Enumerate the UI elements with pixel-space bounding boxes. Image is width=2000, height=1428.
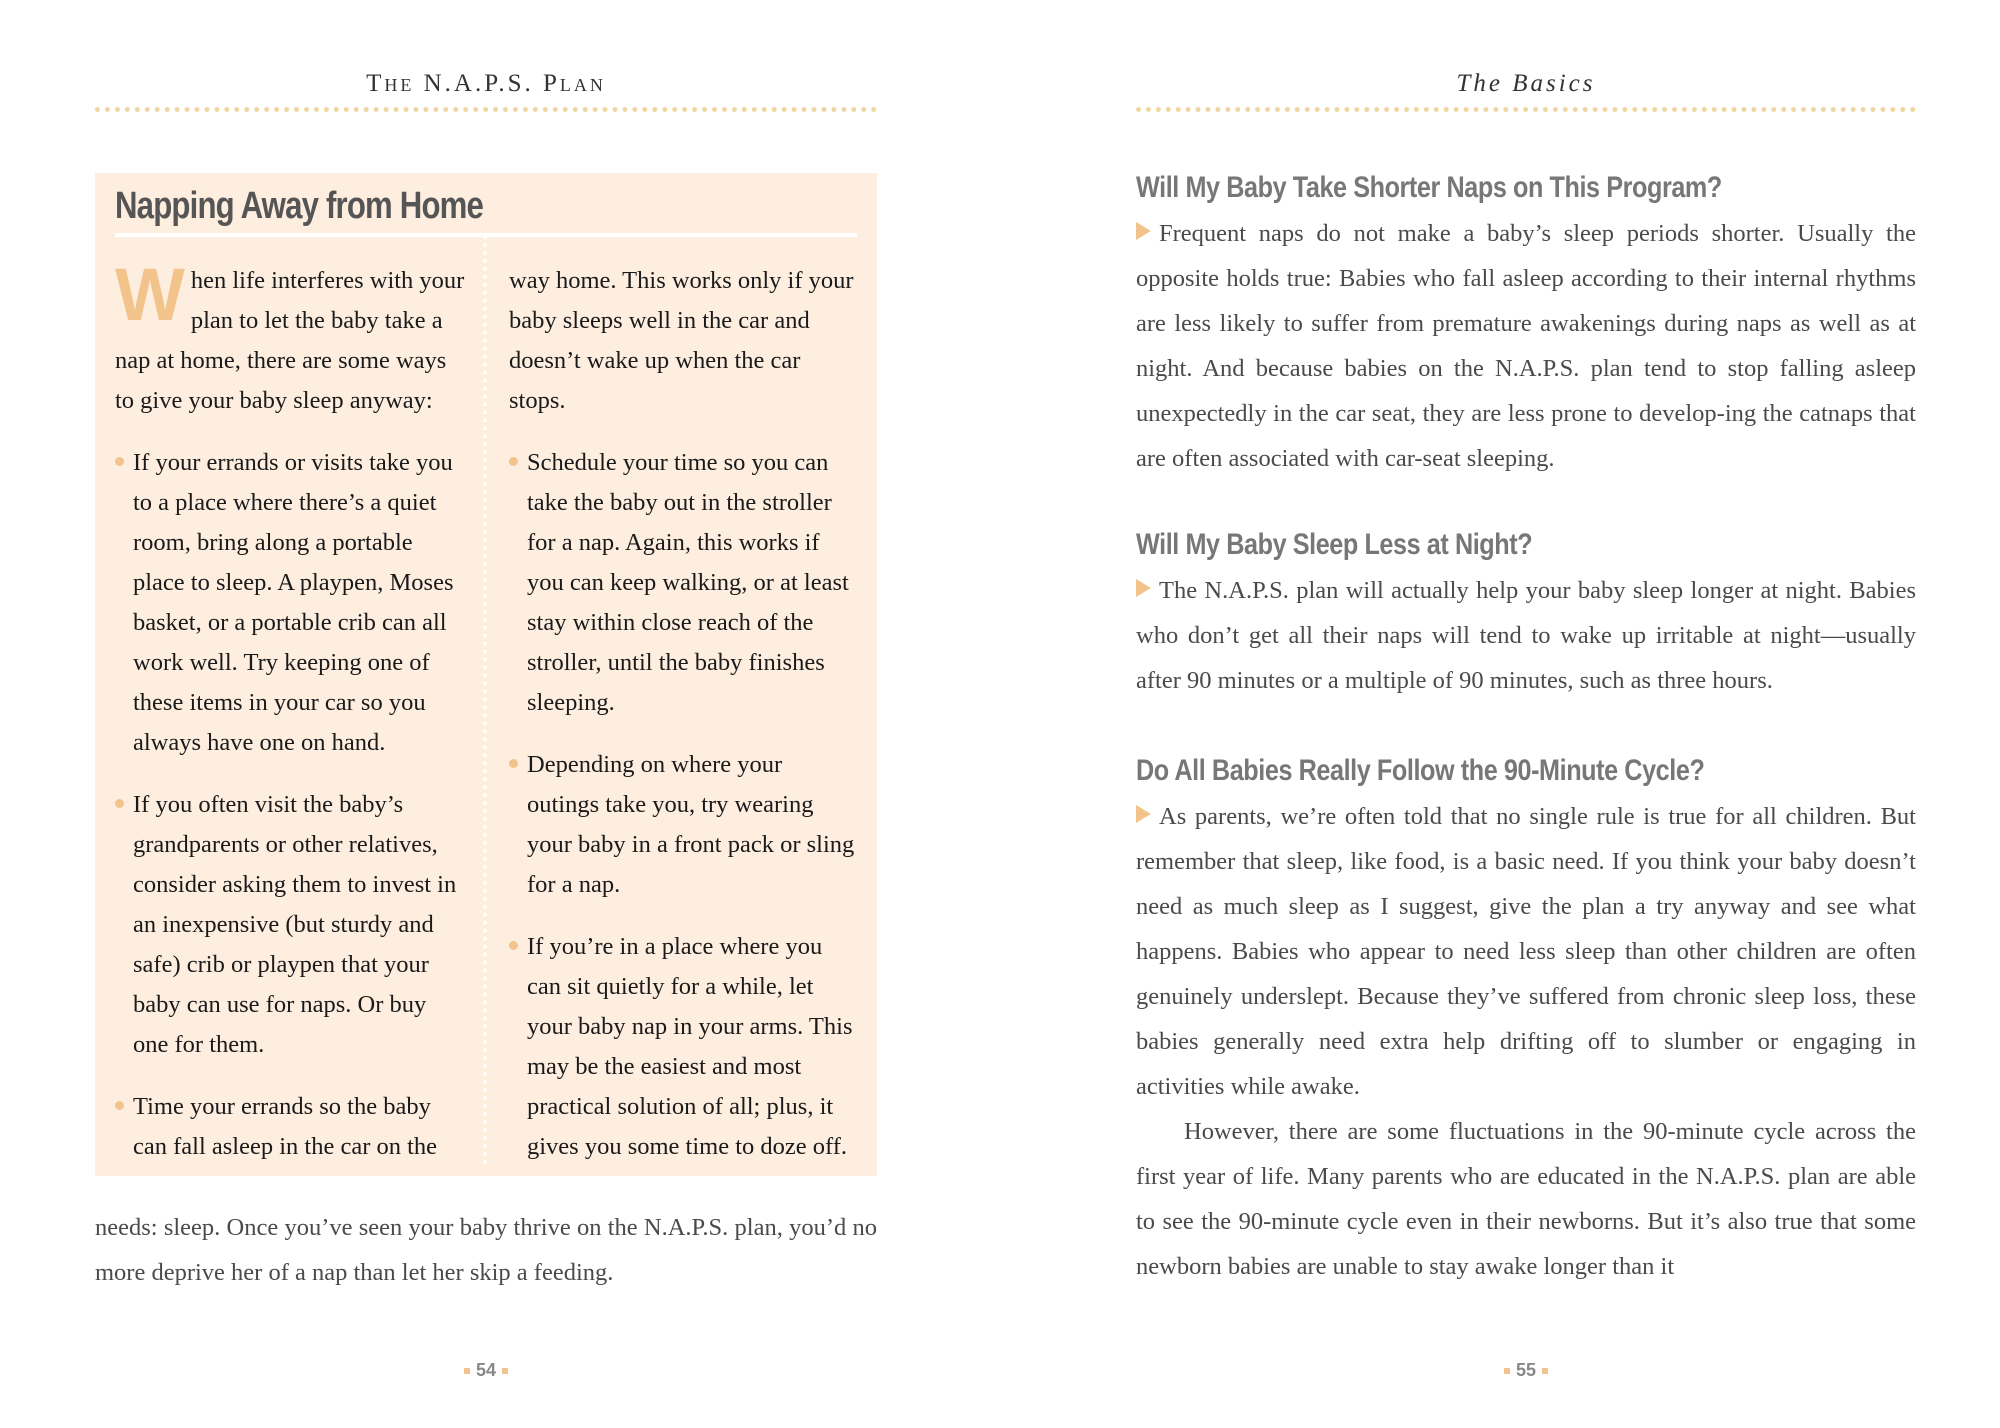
- list-item: [509, 443, 859, 723]
- section-paragraph: [1136, 211, 1916, 481]
- section-heading: Do All Babies Really Follow the 90-Minute Cycle?: [1136, 754, 1705, 787]
- triangle-bullet-icon: [1136, 579, 1151, 597]
- body-paragraph: needs: sleep. Once you’ve seen your baby thrive on the N.A.P.S. plan, you’d no more deprive her of a nap than let her skip a feeding.: [95, 1214, 877, 1286]
- paragraph-text: As parents, we’re often told that no single rule is true for all children. But remember that sleep, like food, is a basic need. If you think your baby doesn’t need as much sleep as I suggest, give the plan a try anyway and see what happens. Babies who appear to need less sleep than other children are often genuinely underslept. Because they’ve suffered from chronic sleep loss, these babies generally need extra help drifting off to slumber or engaging in activities while awake.: [1136, 803, 1916, 1100]
- folio-dot-icon: [1542, 1368, 1548, 1374]
- body-text: [95, 1205, 877, 1295]
- section-heading: Will My Baby Take Shorter Naps on This Program?: [1136, 171, 1722, 204]
- bullet-list-right: [509, 443, 859, 1167]
- list-item: [509, 927, 859, 1167]
- intro-text: hen life interferes with your plan to let the baby take a nap at home, there are some ways to give your baby sleep anyway:: [115, 267, 465, 414]
- bullet-list-left: [115, 443, 467, 1167]
- list-item: [509, 745, 859, 905]
- drop-cap: W: [115, 253, 185, 336]
- bullet-icon: [509, 457, 518, 466]
- page-number-text: 55: [1515, 1360, 1537, 1380]
- qa-section: [1136, 165, 1916, 481]
- bullet-icon: [509, 759, 518, 768]
- list-item: [115, 785, 467, 1065]
- section-heading: Will My Baby Sleep Less at Night?: [1136, 528, 1533, 561]
- list-item: [115, 443, 467, 763]
- sidebar-title: Napping Away from Home: [115, 185, 484, 227]
- list-item-text: Time your errands so the baby can fall asleep in the car on the: [133, 1093, 438, 1160]
- list-item-text: If you often visit the baby’s grandparents or other relatives, consider asking them to invest in an inexpensive (but sturdy and safe) crib or playpen that your baby can use for naps. Or buy one for them.: [133, 791, 457, 1058]
- list-item: [115, 1087, 467, 1167]
- running-head: The Basics: [1456, 70, 1596, 97]
- list-item-text: Depending on where your outings take you, try wearing your baby in a front pack or sling for a nap.: [527, 751, 855, 898]
- list-item-text: If your errands or visits take you to a place where there’s a quiet room, bring along a portable place to sleep. A playpen, Moses basket, or a portable crib can all work well. Try keeping one of these items in your car so you always have one on hand.: [133, 449, 454, 756]
- folio-dot-icon: [1504, 1368, 1510, 1374]
- page-number-text: 54: [475, 1360, 497, 1380]
- triangle-bullet-icon: [1136, 805, 1151, 823]
- header-rule: [95, 107, 877, 112]
- section-paragraph: [1136, 568, 1916, 703]
- bullet-icon: [115, 1101, 124, 1110]
- bullet-icon: [115, 457, 124, 466]
- section-paragraph: [1136, 794, 1916, 1109]
- bullet-icon: [115, 799, 124, 808]
- paragraph-text: The N.A.P.S. plan will actually help your baby sleep longer at night. Babies who don’t get all their naps will tend to wake up irritable at night—usually after 90 minutes or a multiple of 90 minutes, such as three hours.: [1136, 577, 1916, 694]
- bullet-icon: [509, 941, 518, 950]
- sidebar-box: [95, 173, 877, 1176]
- folio-dot-icon: [464, 1368, 470, 1374]
- header-rule: [1136, 107, 1916, 112]
- sidebar-column-left: [115, 253, 467, 1189]
- page-number: [95, 1360, 877, 1381]
- list-item-text: If you’re in a place where you can sit quietly for a while, let your baby nap in your arms. This may be the easiest and most practical solution of all; plus, it gives you some time to doze off.: [527, 933, 853, 1160]
- page-number: [1136, 1360, 1916, 1381]
- sidebar-intro: [115, 253, 467, 421]
- folio-dot-icon: [502, 1368, 508, 1374]
- triangle-bullet-icon: [1136, 222, 1151, 240]
- column-divider: [483, 235, 487, 1165]
- section-paragraph: However, there are some fluctuations in the 90-minute cycle across the first year of life. Many parents who are educated in the N.A.P.S. plan are able to see the 90-minute cycle even in their newborns. But it’s also true that some newborn babies are unable to stay awake longer than it: [1136, 1118, 1916, 1280]
- qa-section: [1136, 522, 1916, 703]
- sidebar-column-right: [509, 261, 859, 1189]
- paragraph-text: Frequent naps do not make a baby’s sleep periods shorter. Usually the opposite holds true: Babies who fall asleep according to their internal rhythms are less likely to suffer from premature awakenings during naps as well as at night. And because babies on the N.A.P.S. plan tend to stop falling asleep unexpectedly in the car seat, they are less prone to develop-ing the catnaps that are often associated with car-seat sleeping.: [1136, 220, 1916, 472]
- left-page: [95, 0, 877, 1428]
- list-item-text: Schedule your time so you can take the baby out in the stroller for a nap. Again, this works if you can keep walking, or at least stay within close reach of the stroller, until the baby finishes sleeping.: [527, 449, 849, 716]
- running-head: The N.A.P.S. Plan: [366, 70, 606, 97]
- right-page: [1136, 0, 1916, 1428]
- continued-text: way home. This works only if your baby sleeps well in the car and doesn’t wake up when the car stops.: [509, 267, 854, 414]
- qa-section: [1136, 748, 1916, 1289]
